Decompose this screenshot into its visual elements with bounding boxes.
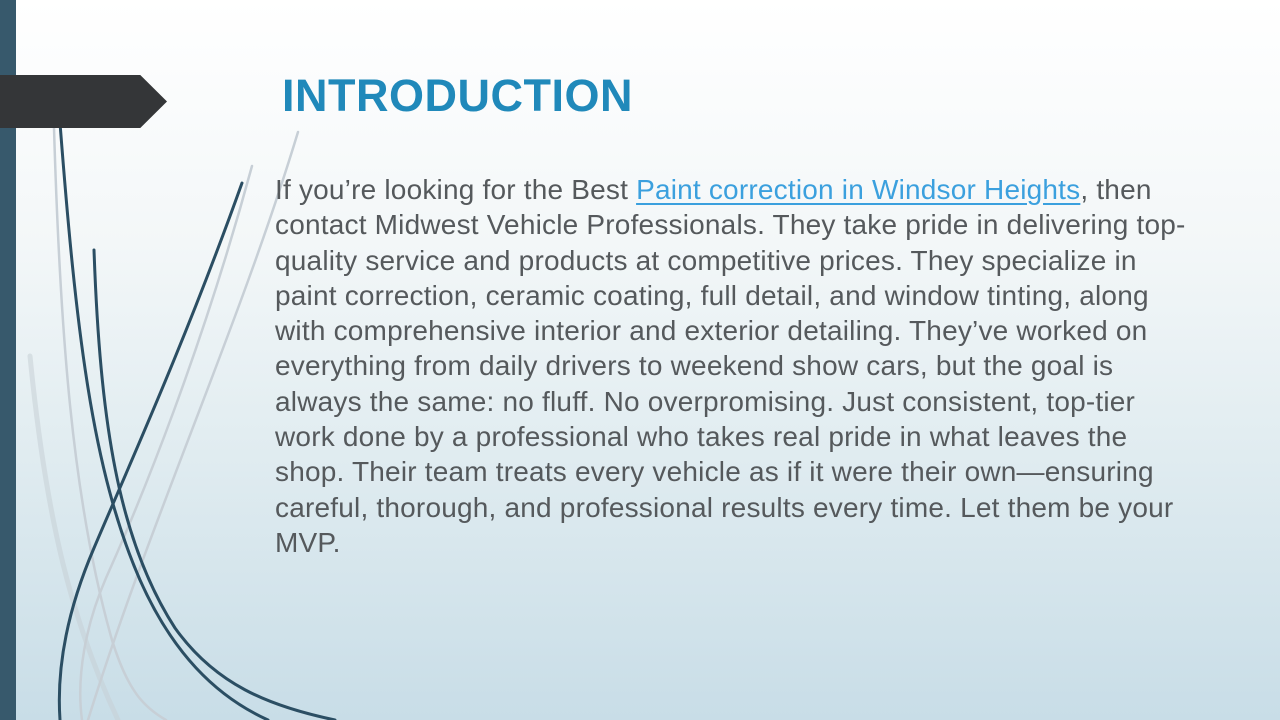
body-text-after-link: , then contact Midwest Vehicle Professionals. They take pride in delivering top-quality service and products at competitive prices. They specialize in paint correction, ceramic coating, full detail, and window tinting, along with comprehensive interior and exterior detailing. They’ve worked on everything from daily drivers to weekend show cars, but the goal is always the same: no fluff. No overpromising. Just consistent, top-tier work done by a professional who takes real pride in what leaves the shop. Their team treats every vehicle as if it were their own—ensuring careful, thorough, and professional results every time. Let them be your MVP. [275, 174, 1186, 558]
body-text-before-link: If you’re looking for the Best [275, 174, 637, 205]
arrow-banner-icon [0, 75, 167, 128]
slide-body-paragraph [275, 172, 1200, 560]
paint-correction-link[interactable]: Paint correction in Windsor Heights [636, 174, 1081, 205]
slide-title: INTRODUCTION [282, 70, 633, 121]
